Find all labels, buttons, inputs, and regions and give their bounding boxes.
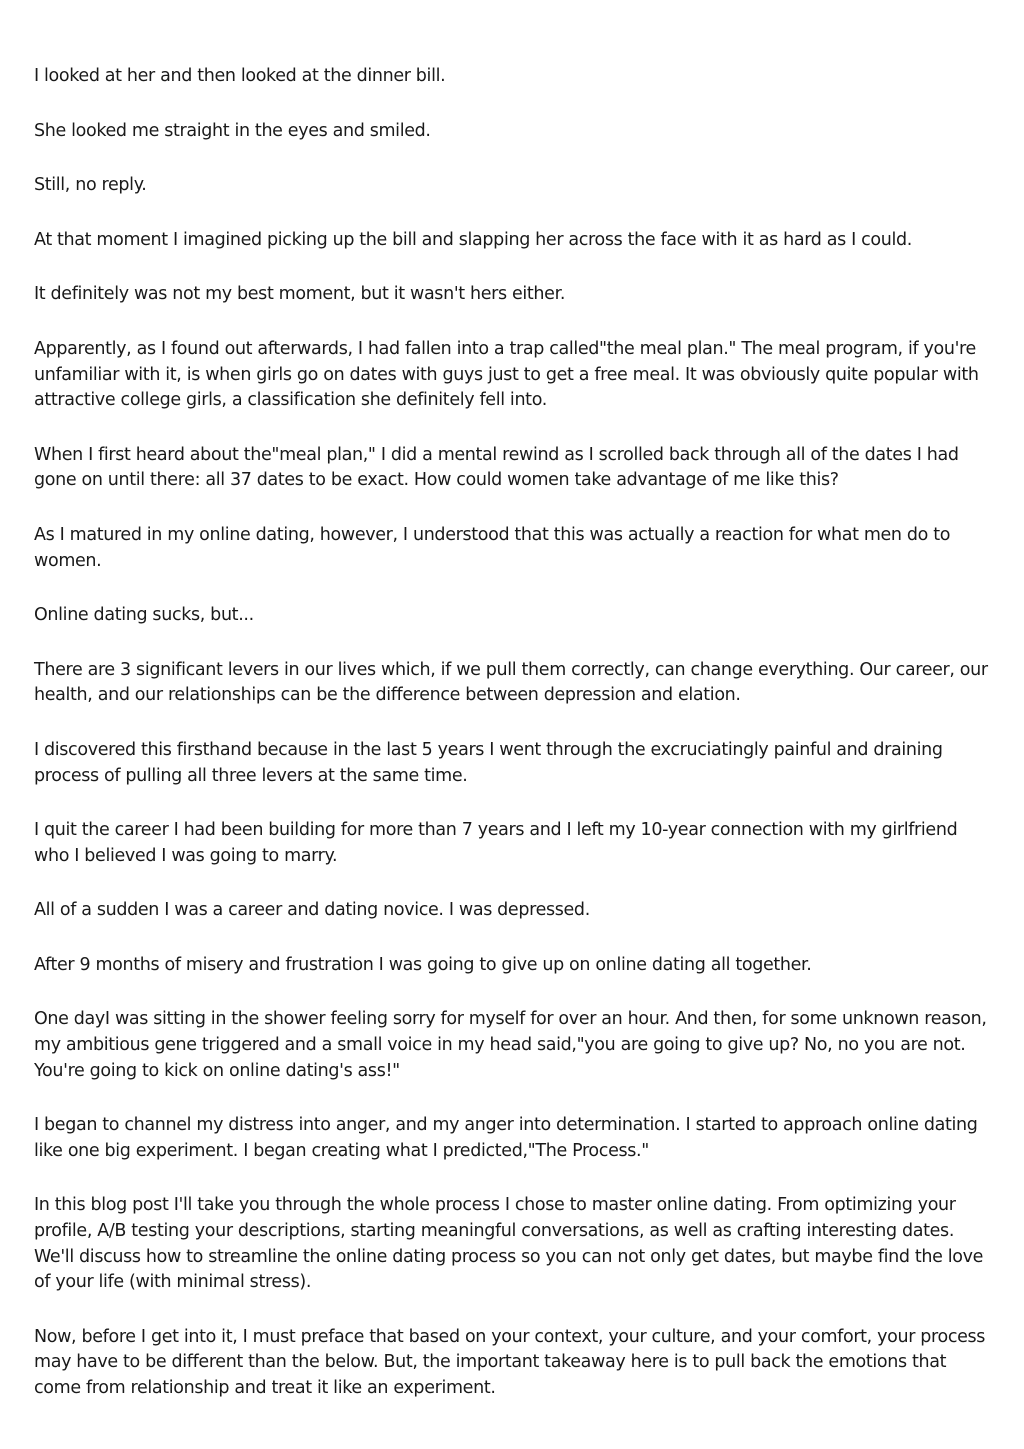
paragraph-17: In this blog post I'll take you through the whole process I chose to master online dating. From optimizing your profile, A/B testing your descriptions, starting meaningful conversations, as well as crafting interesting dates. We'll discuss how to streamline the online dating process so you can not only get dates, but maybe find the love of your life (with minimal stress).: [34, 1195, 984, 1293]
paragraph-10: There are 3 significant levers in our lives which, if we pull them correctly, can change everything. Our career, our health, and our relationships can be the difference between depression and elation.: [34, 659, 988, 706]
paragraph-8: As I matured in my online dating, however, I understood that this was actually a reaction for what men do to women.: [34, 524, 951, 571]
paragraph-15: One dayI was sitting in the shower feeling sorry for myself for over an hour. And then, for some unknown reason, my ambitious gene triggered and a small voice in my head said,"you are going to give up? No, no you are not. You're going to kick on online dating's ass!": [34, 1009, 987, 1081]
paragraph-3: Still, no reply.: [34, 175, 147, 196]
paragraph-7: When I first heard about the"meal plan," I did a mental rewind as I scrolled back through all of the dates I had gone on until there: all 37 dates to be exact. How could women take advantage of me like this?: [34, 444, 959, 491]
paragraph-6: Apparently, as I found out afterwards, I had fallen into a trap called"the meal plan." The meal program, if you're unfamiliar with it, is when girls go on dates with guys just to get a free meal. It was obviously quite popular with attractive college girls, a classification she definitely fell into.: [34, 338, 979, 411]
paragraph-12: I quit the career I had been building for more than 7 years and I left my 10-year connection with my girlfriend who I believed I was going to marry.: [34, 820, 958, 866]
paragraph-16: I began to channel my distress into anger, and my anger into determination. I started to approach online dating like one big experiment. I began creating what I predicted,"The Process.": [34, 1115, 978, 1161]
paragraph-4: At that moment I imagined picking up the bill and slapping her across the face with it as hard as I could.: [34, 229, 912, 250]
paragraph-5: It definitely was not my best moment, but it wasn't hers either.: [34, 284, 566, 305]
paragraph-1: I looked at her and then looked at the dinner bill.: [34, 66, 446, 86]
paragraph-2: She looked me straight in the eyes and smiled.: [34, 120, 431, 141]
paragraph-13: All of a sudden I was a career and dating novice. I was depressed.: [34, 900, 590, 921]
paragraph-9: Online dating sucks, but...: [34, 605, 254, 626]
paragraph-18: Now, before I get into it, I must preface that based on your context, your culture, and your comfort, your process may have to be different than the below. But, the important takeaway here is to pull back the emotions that come from relationship and treat it like an experiment.: [34, 1326, 986, 1398]
paragraph-14: After 9 months of misery and frustration I was going to give up on online dating all together.: [34, 954, 812, 975]
paragraph-11: I discovered this firsthand because in the last 5 years I went through the excruciatingly painful and draining process of pulling all three levers at the same time.: [34, 739, 943, 786]
article-body: [34, 64, 994, 1431]
